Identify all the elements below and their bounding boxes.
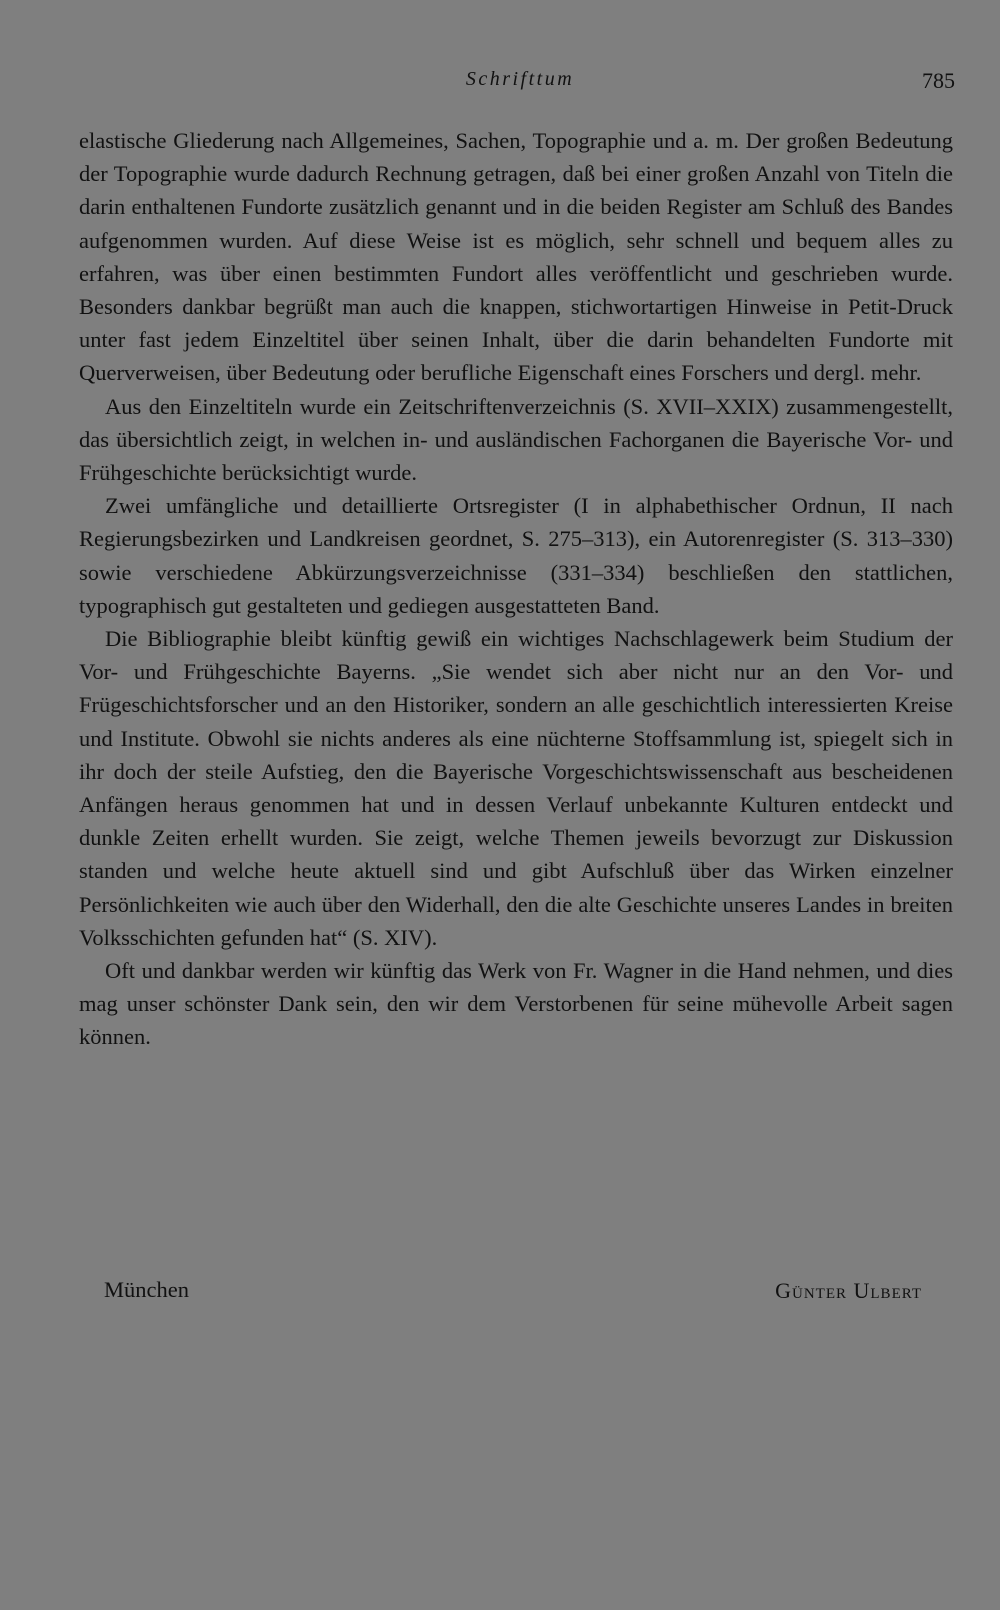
body-text [79, 124, 953, 1054]
signature-author: Günter Ulbert [775, 1278, 922, 1303]
running-title: Schrifttum [465, 68, 575, 90]
running-header [0, 68, 1000, 102]
paragraph: Aus den Einzeltiteln wurde ein Zeitschriftenverzeichnis (S. XVII–XXIX) zusammengestellt, das übersichtlich zeigt, in welchen in- und ausländischen Fachorganen die Bayerische Vor- und Frühgeschichte berücksichtigt wurde. [79, 393, 953, 486]
page-number: 785 [922, 68, 955, 93]
paragraph: Zwei umfängliche und detaillierte Ortsregister (I in alphabethischer Ordnun, II nach Regierungsbezirken und Landkreisen geordnet, S. 275–313), ein Autorenregister (S. 313–330) sowie verschiedene Abkürzungsverzeichnisse (331–334) beschließen den stattlichen, typographisch gut gestalteten und gediegen ausgestatteten Band. [79, 493, 953, 618]
signature-place: München [104, 1277, 189, 1302]
signature-line [104, 1277, 922, 1311]
paragraph: Oft und dankbar werden wir künftig das Werk von Fr. Wagner in die Hand nehmen, und dies mag unser schönster Dank sein, den wir dem Verstorbenen für seine mühevolle Arbeit sagen können. [79, 958, 953, 1050]
paragraph: Die Bibliographie bleibt künftig gewiß ein wichtiges Nachschlagewerk beim Studium der Vor- und Frühgeschichte Bayerns. „Sie wendet sich aber nicht nur an den Vor- und Frügeschichtsforscher und an den Historiker, sondern an alle geschichtlich interessierten Kreise und Institute. Obwohl sie nichts anderes als eine nüchterne Stoffsammlung ist, spiegelt sich in ihr doch der steile Aufstieg, den die Bayerische Vorgeschichtswissenschaft aus bescheidenen Anfängen heraus genommen hat und in dessen Verlauf unbekannte Kulturen entdeckt und dunkle Zeiten erhellt wurden. Sie zeigt, welche Themen jeweils bevorzugt zur Diskussion standen und welche heute aktuell sind und gibt Aufschluß über das Wirken einzelner Persönlichkeiten wie auch über den Widerhall, den die alte Geschichte unseres Landes in breiten Volksschichten gefunden hat“ (S. XIV). [79, 626, 953, 950]
paragraph-continued: elastische Gliederung nach Allgemeines, Sachen, Topographie und a. m. Der großen Bedeutung der Topographie wurde dadurch Rechnung getragen, daß bei einer großen Anzahl von Titeln die darin enthaltenen Fundorte zusätzlich genannt und in die beiden Register am Schluß des Bandes aufgenommen wurden. Auf diese Weise ist es möglich, sehr schnell und bequem alles zu erfahren, was über einen bestimmten Fundort alles veröffentlicht und geschrieben wurde. Besonders dankbar begrüßt man auch die knappen, stichwortartigen Hinweise in Petit-Druck unter fast jedem Einzeltitel über seinen Inhalt, über die darin behandelten Fundorte mit Querverweisen, über Bedeutung oder berufliche Eigenschaft eines Forschers und dergl. mehr. [79, 128, 953, 386]
